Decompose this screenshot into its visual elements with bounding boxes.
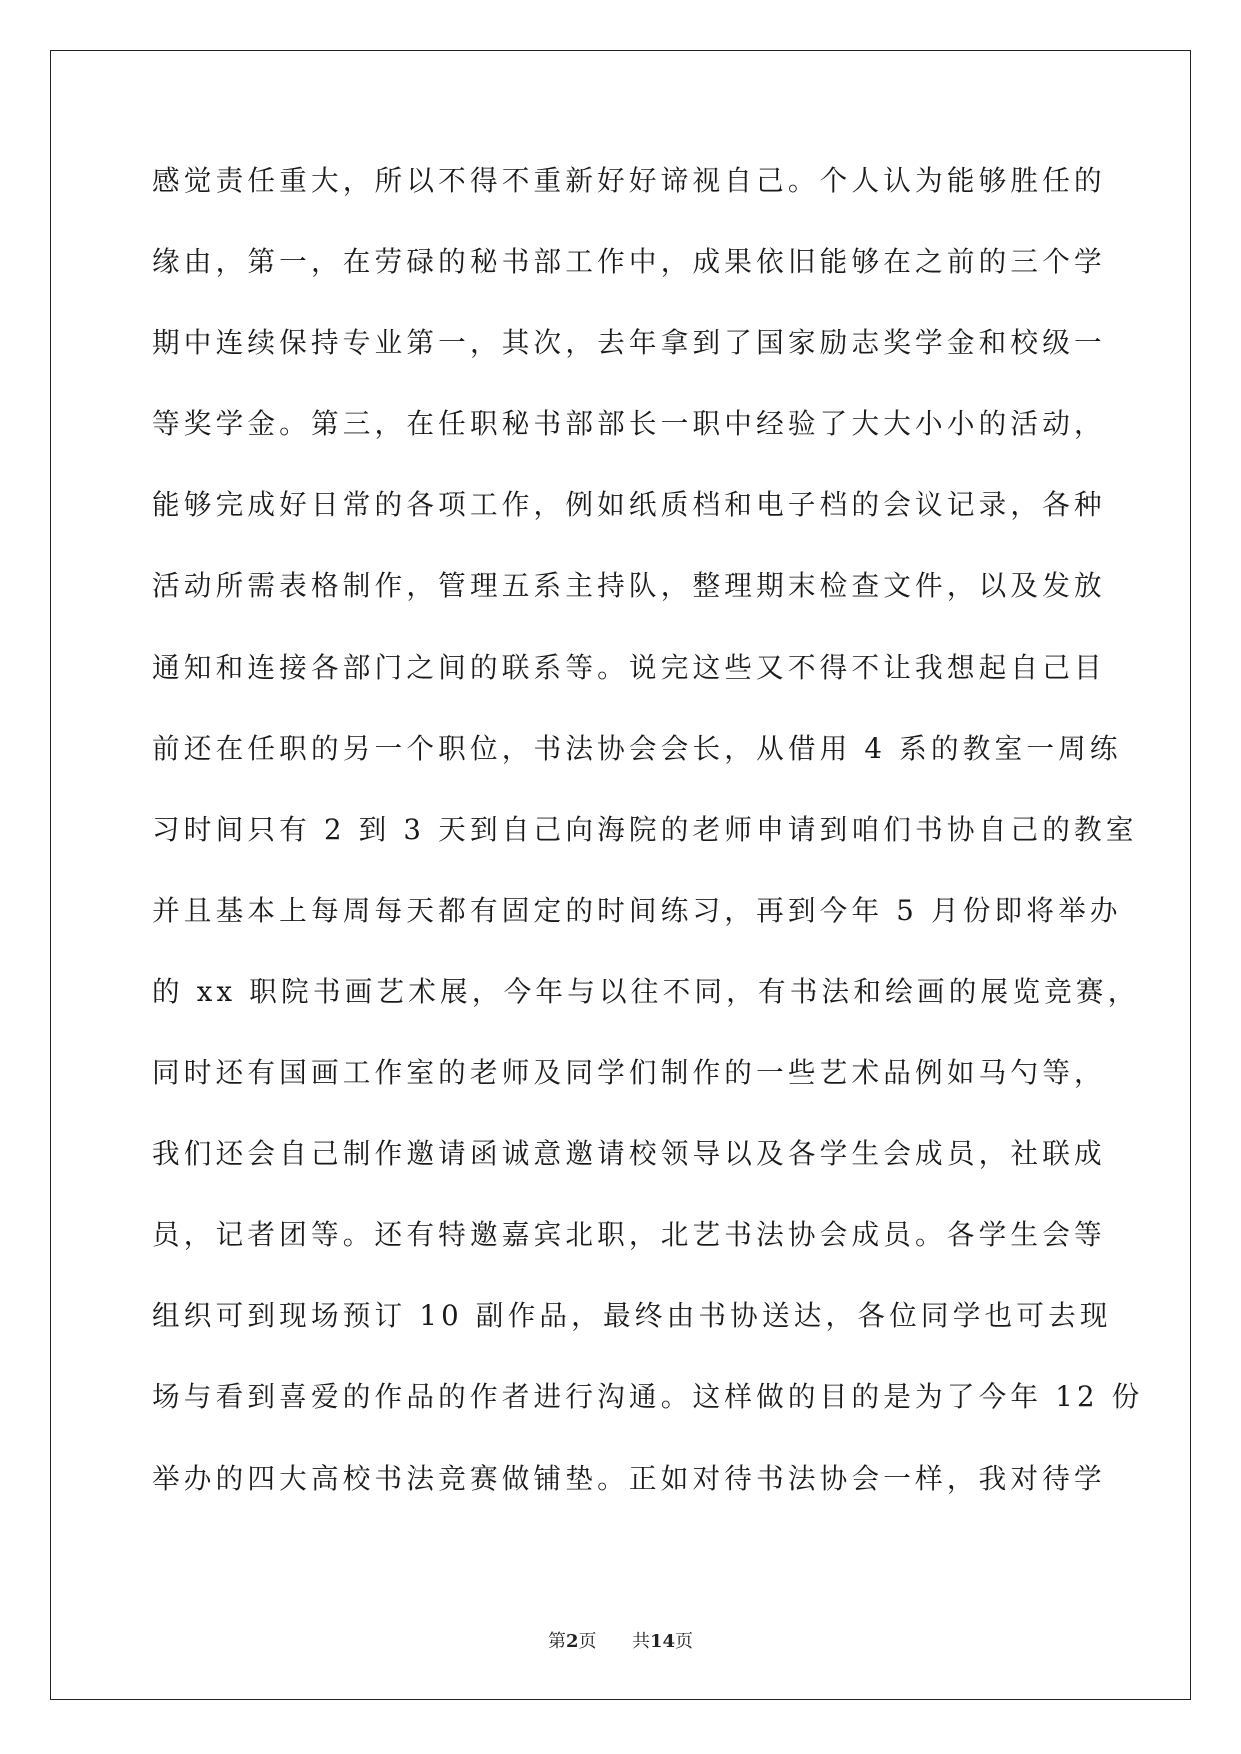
text-line: 的 xx 职院书画艺术展，今年与以往不同，有书法和绘画的展览竞赛， <box>152 974 1140 1008</box>
text-line: 举办的四大高校书法竞赛做铺垫。正如对待书法协会一样，我对待学 <box>152 1461 1106 1495</box>
page-prefix: 第 <box>547 1631 566 1652</box>
text-line: 等奖学金。第三，在任职秘书部部长一职中经验了大大小小的活动， <box>152 407 1106 441</box>
body-text <box>152 155 1144 1534</box>
total-pages-indicator <box>632 1627 693 1653</box>
total-suffix: 页 <box>675 1631 694 1652</box>
text-line: 同时还有国画工作室的老师及同学们制作的一些艺术品例如马勺等， <box>152 1056 1106 1090</box>
text-line: 期中连续保持专业第一，其次，去年拿到了国家励志奖学金和校级一 <box>152 326 1106 360</box>
text-line: 通知和连接各部门之间的联系等。说完这些又不得不让我想起自己目 <box>152 650 1106 684</box>
text-line: 我们还会自己制作邀请函诚意邀请校领导以及各学生会成员，社联成 <box>152 1137 1106 1171</box>
text-line: 感觉责任重大，所以不得不重新好好谛视自己。个人认为能够胜任的 <box>152 164 1106 197</box>
text-line: 习时间只有 2 到 3 天到自己向海院的老师申请到咱们书协自己的教室 <box>152 812 1138 846</box>
total-prefix: 共 <box>631 1631 650 1652</box>
text-line: 活动所需表格制作，管理五系主持队，整理期末检查文件，以及发放 <box>152 569 1106 603</box>
text-line: 员，记者团等。还有特邀嘉宾北职，北艺书法协会成员。各学生会等 <box>152 1218 1106 1252</box>
text-line: 前还在任职的另一个职位，书法协会会长，从借用 4 系的教室一周练 <box>152 731 1122 765</box>
page-suffix: 页 <box>578 1631 597 1652</box>
text-line: 组织可到现场预订 10 副作品，最终由书协送达，各位同学也可去现 <box>152 1299 1112 1333</box>
page-number: 2 <box>565 1631 579 1652</box>
page-indicator <box>548 1627 597 1653</box>
text-line: 缘由，第一，在劳碌的秘书部工作中，成果依旧能够在之前的三个学 <box>152 245 1106 279</box>
total-pages: 14 <box>649 1631 676 1652</box>
page-footer <box>0 1627 1241 1653</box>
text-line: 并且基本上每周每天都有固定的时间练习，再到今年 5 月份即将举办 <box>152 893 1122 927</box>
text-line: 场与看到喜爱的作品的作者进行沟通。这样做的目的是为了今年 12 份 <box>152 1380 1144 1414</box>
text-line: 能够完成好日常的各项工作，例如纸质档和电子档的会议记录，各种 <box>152 488 1106 522</box>
